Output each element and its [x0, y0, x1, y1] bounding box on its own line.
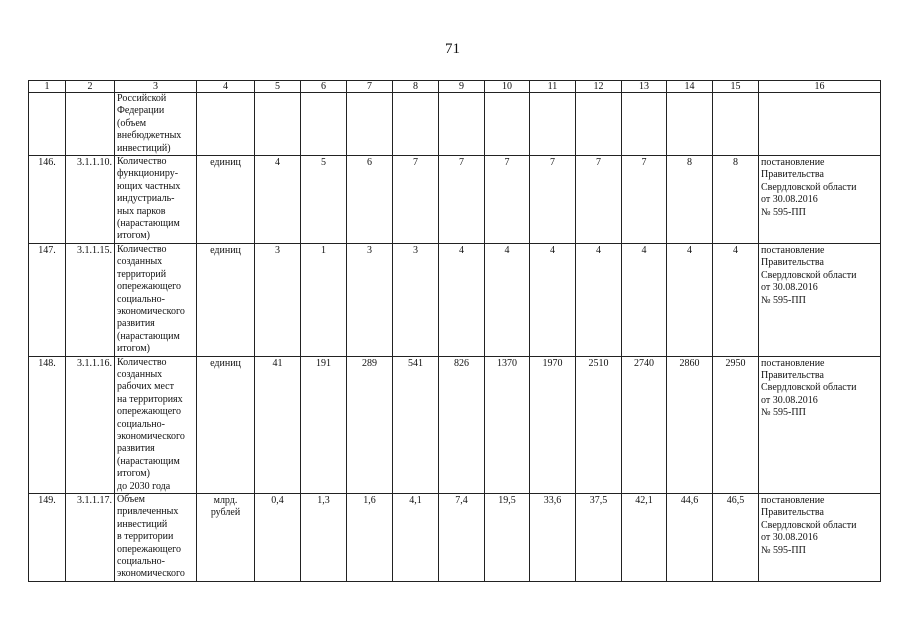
indicator-code: 3.1.1.15.: [66, 243, 115, 356]
value-cell: 4: [485, 243, 530, 356]
column-header: 14: [667, 81, 713, 93]
table-row: [29, 243, 881, 356]
column-header: 3: [115, 81, 197, 93]
value-cell: 1370: [485, 356, 530, 493]
value-cell: 4: [622, 243, 667, 356]
value-cell: 2740: [622, 356, 667, 493]
value-cell: 191: [301, 356, 347, 493]
column-header: 5: [255, 81, 301, 93]
value-cell: 4: [439, 243, 485, 356]
value-cell: [530, 93, 576, 156]
indicator-code: 3.1.1.16.: [66, 356, 115, 493]
value-cell: 7,4: [439, 494, 485, 582]
page-number: 71: [445, 41, 460, 57]
value-cell: 7: [622, 156, 667, 244]
row-number: 148.: [29, 356, 66, 493]
value-cell: 1,3: [301, 494, 347, 582]
value-cell: 4,1: [393, 494, 439, 582]
value-cell: 2950: [713, 356, 759, 493]
value-cell: 33,6: [530, 494, 576, 582]
unit: [197, 93, 255, 156]
legal-basis: постановление Правительства Свердловской области от 30.08.2016 № 595-ПП: [759, 243, 881, 356]
value-cell: 7: [576, 156, 622, 244]
value-cell: 289: [347, 356, 393, 493]
value-cell: 8: [713, 156, 759, 244]
legal-basis: постановление Правительства Свердловской области от 30.08.2016 № 595-ПП: [759, 494, 881, 582]
column-header: 6: [301, 81, 347, 93]
value-cell: 2510: [576, 356, 622, 493]
indicator-code: [66, 93, 115, 156]
indicator-code: 3.1.1.10.: [66, 156, 115, 244]
legal-basis: постановление Правительства Свердловской области от 30.08.2016 № 595-ПП: [759, 156, 881, 244]
table-row: [29, 494, 881, 582]
value-cell: 541: [393, 356, 439, 493]
value-cell: 42,1: [622, 494, 667, 582]
table-row: [29, 156, 881, 244]
value-cell: 0,4: [255, 494, 301, 582]
value-cell: 4: [667, 243, 713, 356]
unit: единиц: [197, 156, 255, 244]
value-cell: 44,6: [667, 494, 713, 582]
column-header: 16: [759, 81, 881, 93]
column-header: 9: [439, 81, 485, 93]
row-number: 146.: [29, 156, 66, 244]
column-header: 7: [347, 81, 393, 93]
value-cell: 1: [301, 243, 347, 356]
indicator-name: Объем привлеченных инвестиций в территории опережающего социально- экономического: [115, 494, 197, 582]
table-row: [29, 93, 881, 156]
unit: единиц: [197, 243, 255, 356]
value-cell: 8: [667, 156, 713, 244]
table-row: [29, 356, 881, 493]
value-cell: 2860: [667, 356, 713, 493]
value-cell: 46,5: [713, 494, 759, 582]
column-header: 10: [485, 81, 530, 93]
value-cell: [347, 93, 393, 156]
column-number-row: [29, 81, 881, 93]
row-number: 147.: [29, 243, 66, 356]
indicators-table: [28, 80, 881, 582]
value-cell: 7: [485, 156, 530, 244]
value-cell: 3: [347, 243, 393, 356]
value-cell: [576, 93, 622, 156]
value-cell: 4: [576, 243, 622, 356]
indicator-code: 3.1.1.17.: [66, 494, 115, 582]
value-cell: 826: [439, 356, 485, 493]
indicator-name: Российской Федерации (объем внебюджетных инвестиций): [115, 93, 197, 156]
value-cell: [393, 93, 439, 156]
column-header: 15: [713, 81, 759, 93]
value-cell: 6: [347, 156, 393, 244]
column-header: 8: [393, 81, 439, 93]
column-header: 4: [197, 81, 255, 93]
value-cell: 3: [393, 243, 439, 356]
value-cell: 37,5: [576, 494, 622, 582]
value-cell: 7: [393, 156, 439, 244]
value-cell: [622, 93, 667, 156]
row-number: [29, 93, 66, 156]
row-number: 149.: [29, 494, 66, 582]
value-cell: 7: [439, 156, 485, 244]
column-header: 1: [29, 81, 66, 93]
unit: млрд. рублей: [197, 494, 255, 582]
indicator-name: Количество созданных территорий опережающего социально- экономического развития (нарастающим итогом): [115, 243, 197, 356]
column-header: 13: [622, 81, 667, 93]
value-cell: 41: [255, 356, 301, 493]
value-cell: 7: [530, 156, 576, 244]
unit: единиц: [197, 356, 255, 493]
legal-basis: [759, 93, 881, 156]
value-cell: 4: [530, 243, 576, 356]
column-header: 2: [66, 81, 115, 93]
value-cell: 1970: [530, 356, 576, 493]
value-cell: 1,6: [347, 494, 393, 582]
value-cell: 5: [301, 156, 347, 244]
indicator-name: Количество созданных рабочих мест на территориях опережающего социально- экономического развития (нарастающим итогом) до 2030 года: [115, 356, 197, 493]
value-cell: [485, 93, 530, 156]
legal-basis: постановление Правительства Свердловской области от 30.08.2016 № 595-ПП: [759, 356, 881, 493]
value-cell: [255, 93, 301, 156]
value-cell: [713, 93, 759, 156]
value-cell: 4: [713, 243, 759, 356]
value-cell: [667, 93, 713, 156]
indicator-name: Количество функциониру- ющих частных индустриаль- ных парков (нарастающим итогом): [115, 156, 197, 244]
value-cell: 4: [255, 156, 301, 244]
value-cell: [301, 93, 347, 156]
column-header: 11: [530, 81, 576, 93]
column-header: 12: [576, 81, 622, 93]
value-cell: 19,5: [485, 494, 530, 582]
value-cell: 3: [255, 243, 301, 356]
value-cell: [439, 93, 485, 156]
